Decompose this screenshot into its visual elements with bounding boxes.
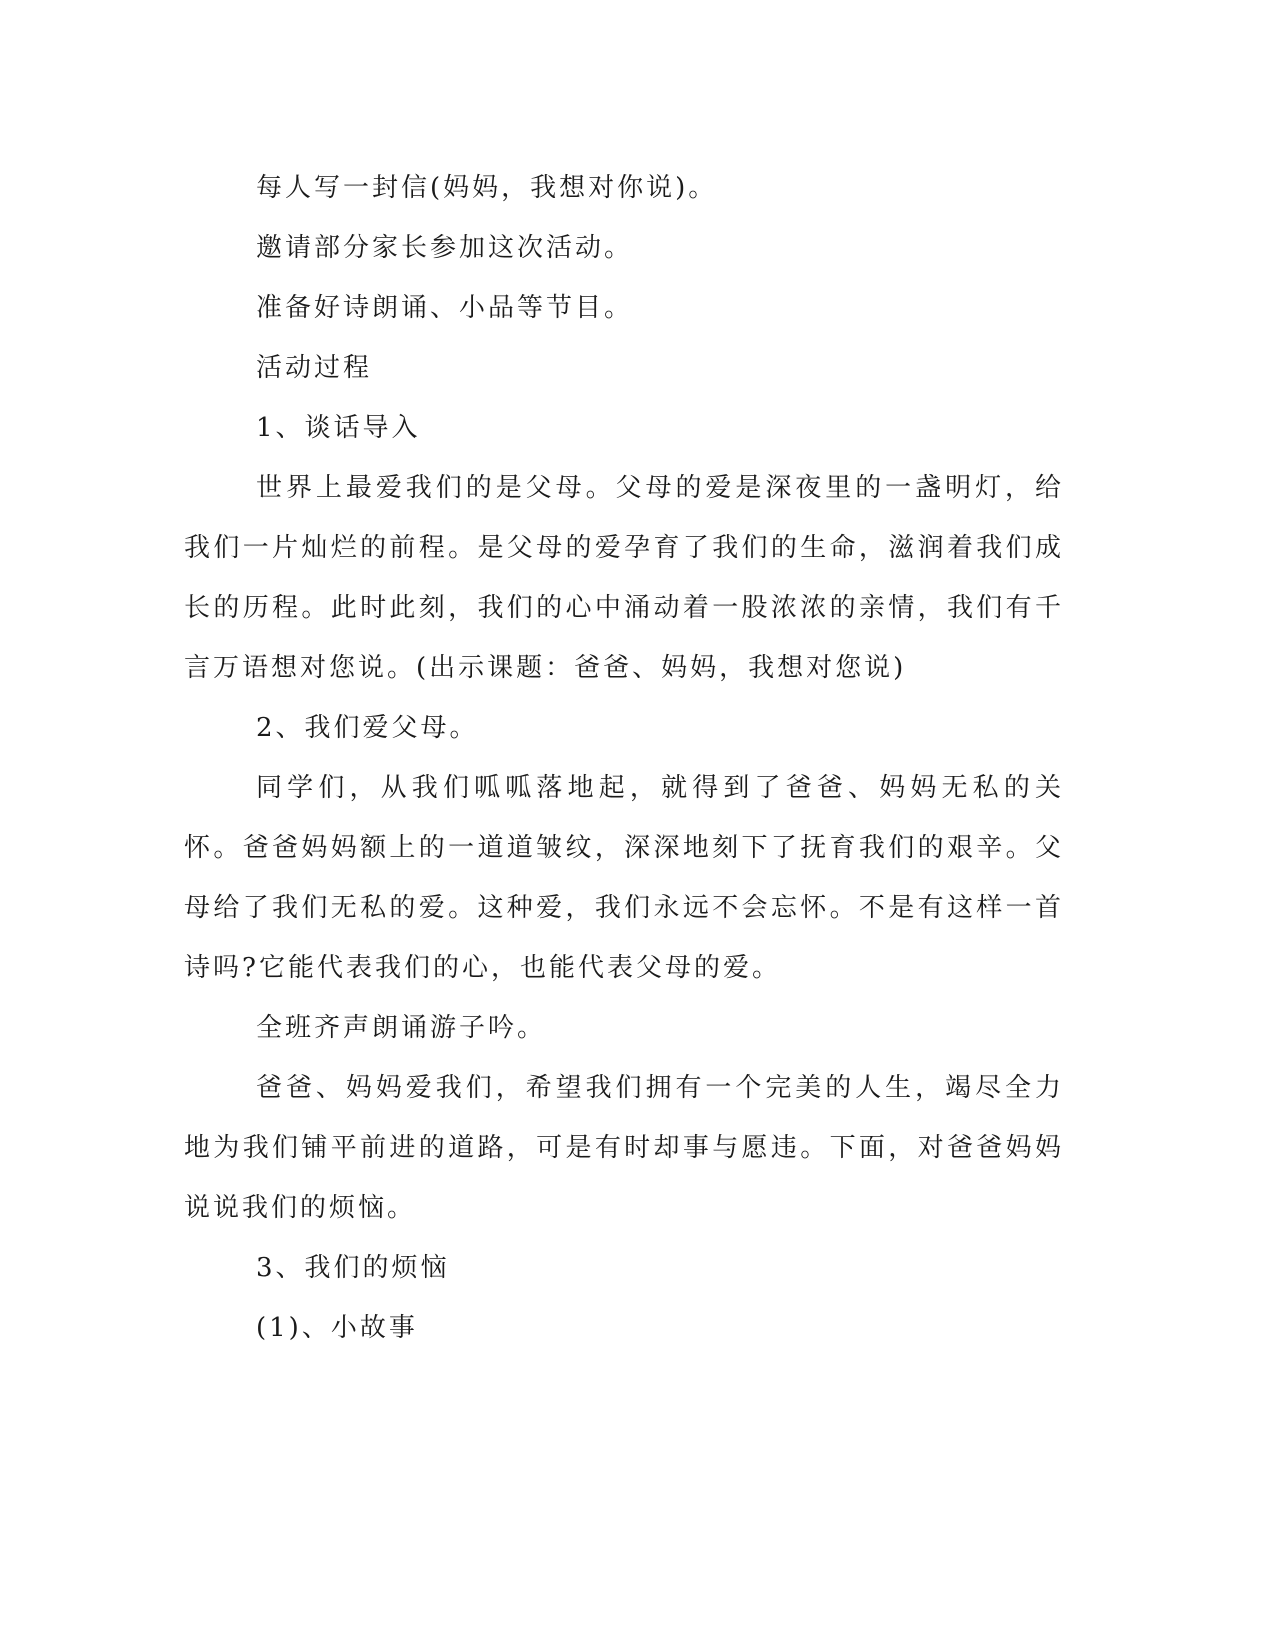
paragraph-troubles-intro: 爸爸、妈妈爱我们，希望我们拥有一个完美的人生，竭尽全力地为我们铺平前进的道路，可是有时却事与愿违。下面，对爸爸妈妈说说我们的烦恼。: [184, 1073, 1064, 1223]
section-heading-activity-process: 活动过程: [256, 353, 373, 383]
paragraph-prepare-programs: 准备好诗朗诵、小品等节目。: [256, 293, 634, 323]
section-heading-love-parents: 2、我们爱父母。: [256, 713, 479, 743]
section-heading-our-troubles: 3、我们的烦恼: [256, 1253, 450, 1283]
subsection-heading-story: (1)、小故事: [256, 1313, 418, 1343]
paragraph-recite-poem: 全班齐声朗诵游子吟。: [256, 1013, 547, 1043]
paragraph-love-parents-text: 同学们，从我们呱呱落地起，就得到了爸爸、妈妈无私的关怀。爸爸妈妈额上的一道道皱纹，深深地刻下了抚育我们的艰辛。父母给了我们无私的爱。这种爱，我们永远不会忘怀。不是有这样一首诗吗?它能代表我们的心，也能代表父母的爱。: [184, 773, 1064, 983]
paragraph-invite-parents: 邀请部分家长参加这次活动。: [256, 233, 634, 263]
paragraph-intro-text: 世界上最爱我们的是父母。父母的爱是深夜里的一盏明灯，给我们一片灿烂的前程。是父母的爱孕育了我们的生命，滋润着我们成长的历程。此时此刻，我们的心中涌动着一股浓浓的亲情，我们有千言万语想对您说。(出示课题：爸爸、妈妈，我想对您说): [184, 473, 1064, 683]
section-heading-intro: 1、谈话导入: [256, 413, 421, 443]
paragraph-letter: 每人写一封信(妈妈，我想对你说)。: [256, 173, 718, 203]
document-body: [184, 158, 1064, 1358]
